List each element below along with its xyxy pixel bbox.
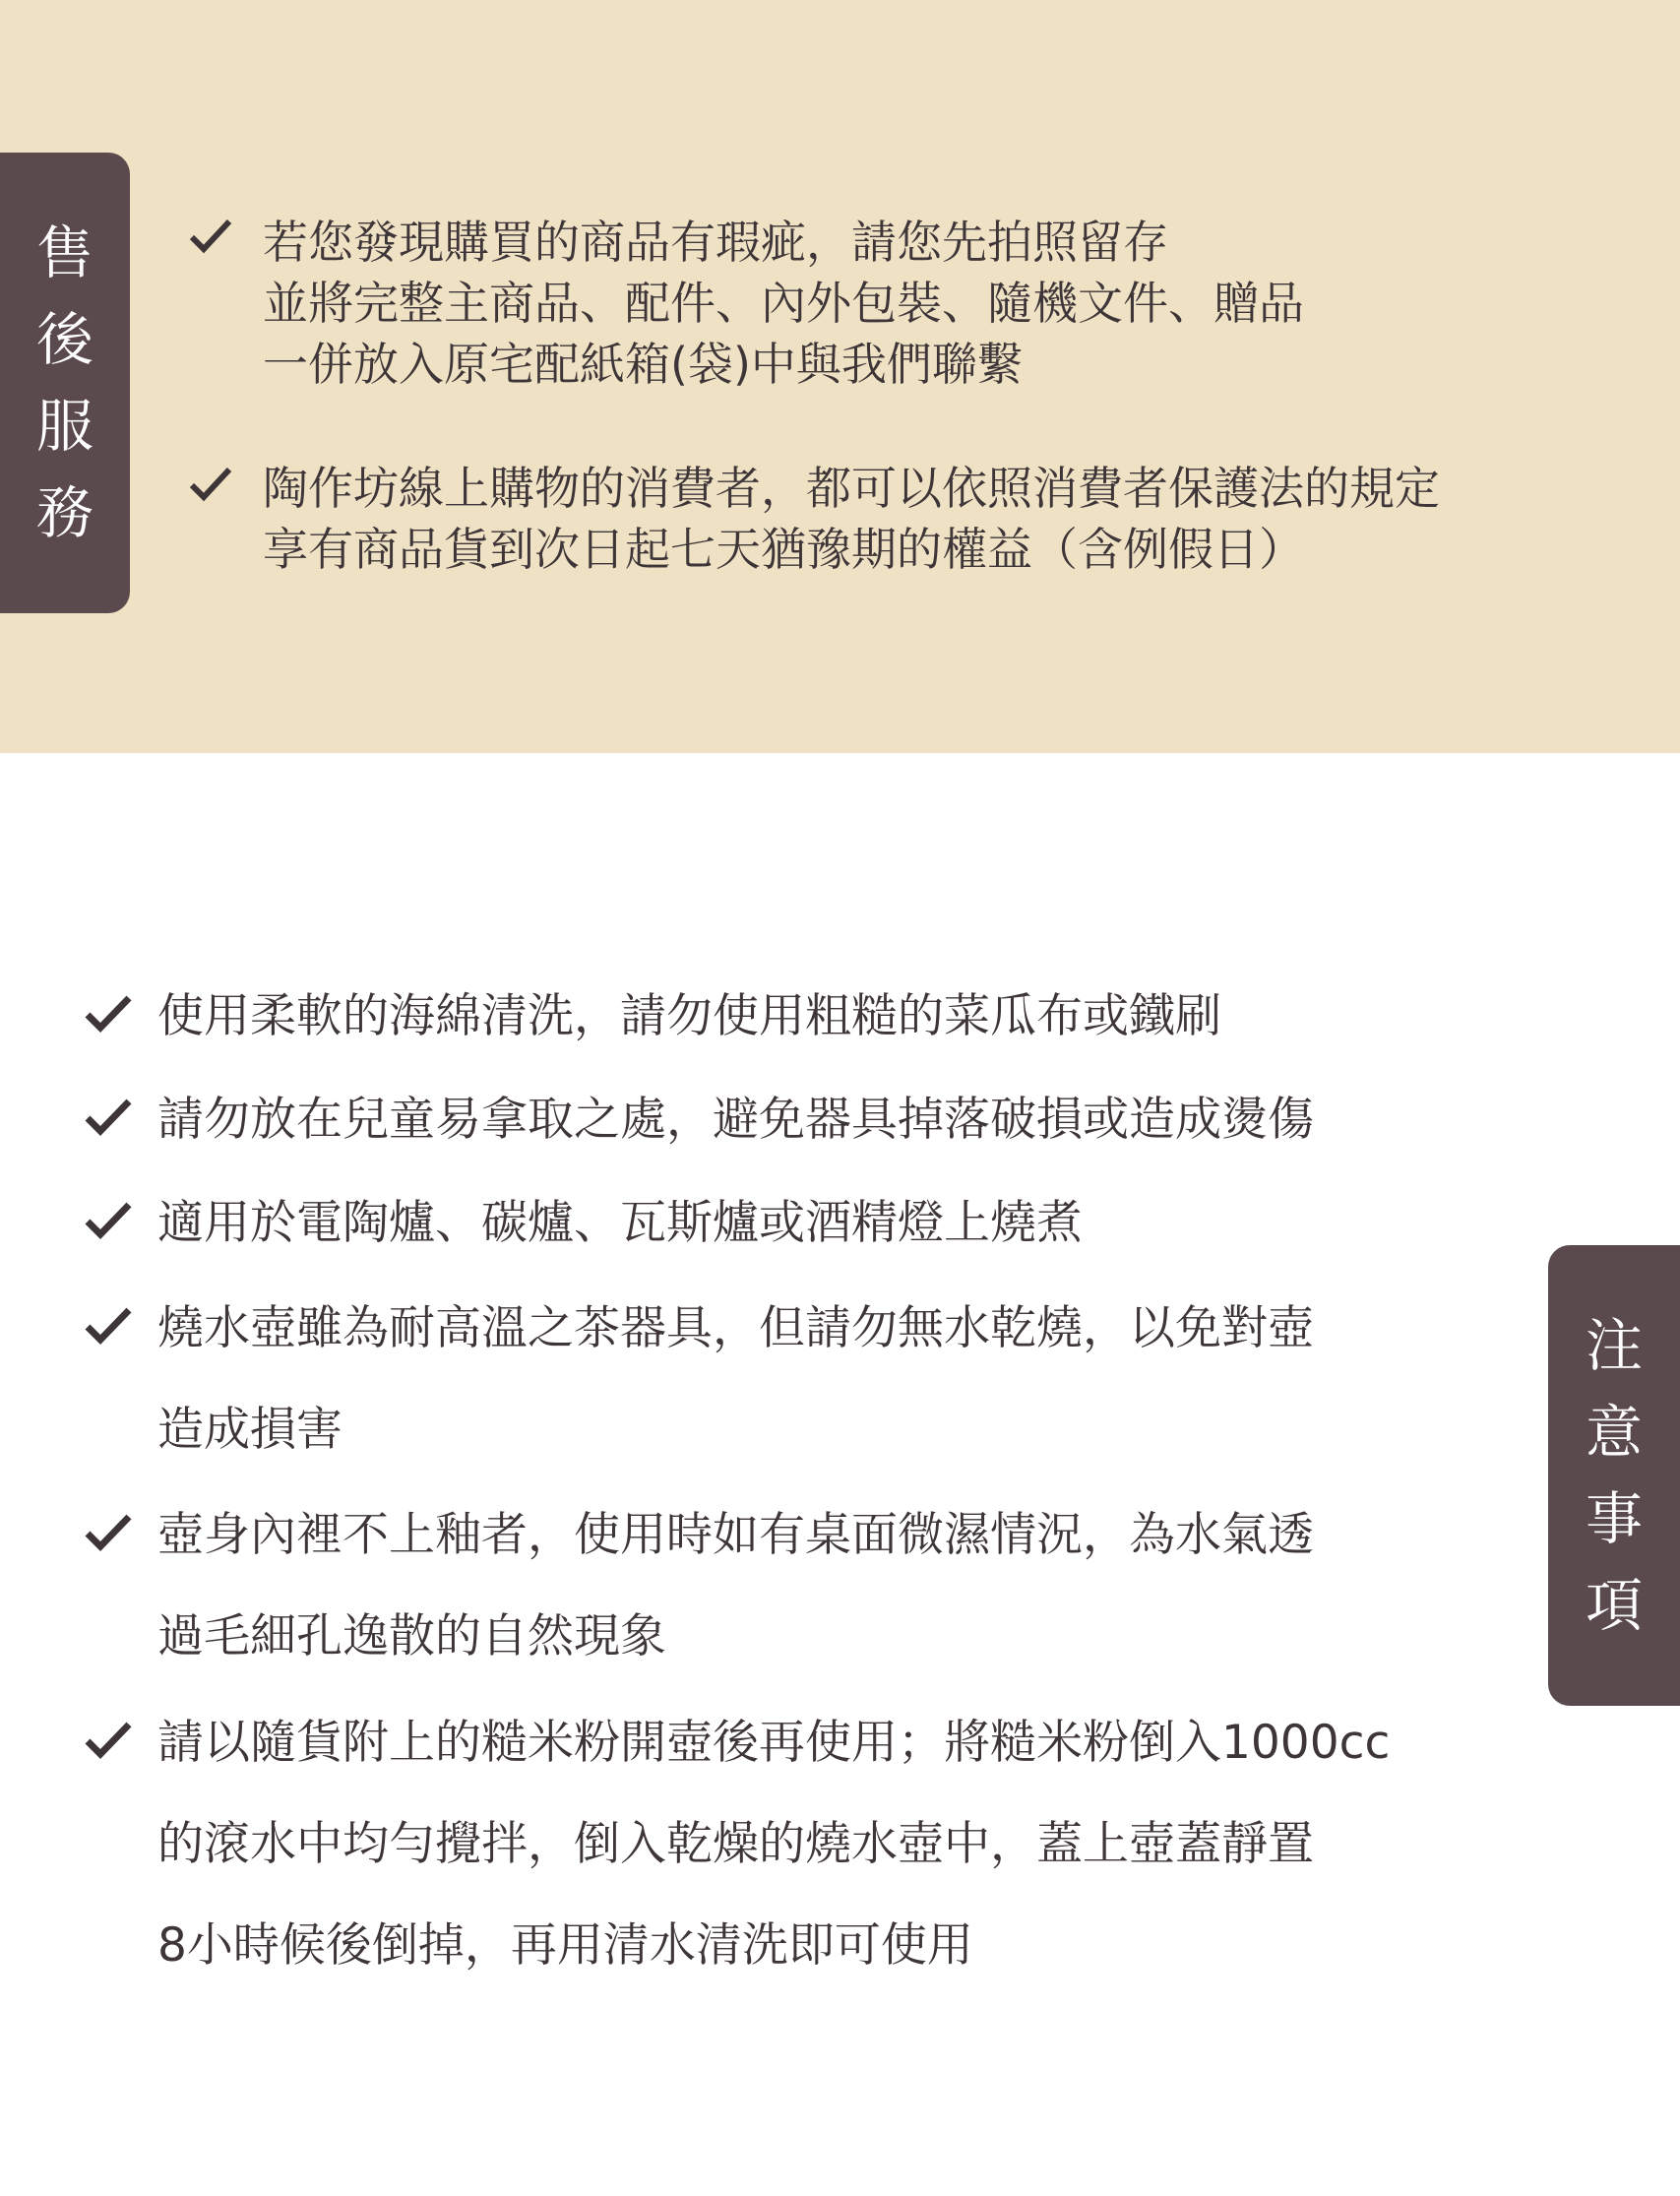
item-line: 8小時候後倒掉，再用清水清洗即可使用: [157, 1918, 973, 1973]
check-icon: [85, 1097, 132, 1138]
after-sales-tab: [0, 153, 130, 613]
check-icon: [189, 465, 232, 504]
check-icon: [85, 1200, 132, 1241]
item-line: 過毛細孔逸散的自然現象: [157, 1609, 666, 1663]
item-line: 享有商品貨到次日起七天猶豫期的權益（含例假日）: [263, 523, 1304, 576]
item-line: 壺身內裡不上釉者，使用時如有桌面微濕情況，為水氣透: [157, 1508, 1314, 1562]
check-icon: [85, 1720, 132, 1761]
item-line: 適用於電陶爐、碳爐、瓦斯爐或酒精燈上燒煮: [157, 1196, 1083, 1250]
tab-char: 注: [1585, 1312, 1643, 1379]
item-line: 若您發現購買的商品有瑕疵，請您先拍照留存: [263, 216, 1168, 269]
item-line: 請以隨貨附上的糙米粉開壺後再使用；將糙米粉倒入1000cc: [157, 1716, 1391, 1770]
item-line: 請勿放在兒童易拿取之處，避免器具掉落破損或造成燙傷: [157, 1093, 1314, 1147]
check-icon: [85, 1512, 132, 1553]
tab-char: 務: [35, 479, 93, 546]
check-icon: [85, 993, 132, 1035]
tab-char: 事: [1585, 1485, 1643, 1552]
item-line: 陶作坊線上購物的消費者，都可以依照消費者保護法的規定: [263, 462, 1440, 515]
tab-char: 項: [1585, 1572, 1643, 1639]
tab-char: 後: [35, 306, 93, 373]
item-line: 造成損害: [157, 1403, 342, 1457]
item-line: 使用柔軟的海綿清洗，請勿使用粗糙的菜瓜布或鐵刷: [157, 989, 1221, 1043]
tab-char: 售: [35, 220, 93, 286]
item-line: 的滾水中均勻攪拌，倒入乾燥的燒水壺中，蓋上壺蓋靜置: [157, 1817, 1314, 1871]
notes-tab: [1548, 1245, 1680, 1706]
item-line: 燒水壺雖為耐高溫之茶器具，但請勿無水乾燒，以免對壺: [157, 1301, 1314, 1355]
item-line: 並將完整主商品、配件、內外包裝、隨機文件、贈品: [263, 277, 1304, 330]
tab-char: 意: [1585, 1399, 1643, 1466]
tab-char: 服: [35, 393, 93, 460]
check-icon: [189, 217, 232, 256]
item-line: 一併放入原宅配紙箱(袋)中與我們聯繫: [263, 338, 1023, 391]
check-icon: [85, 1305, 132, 1347]
